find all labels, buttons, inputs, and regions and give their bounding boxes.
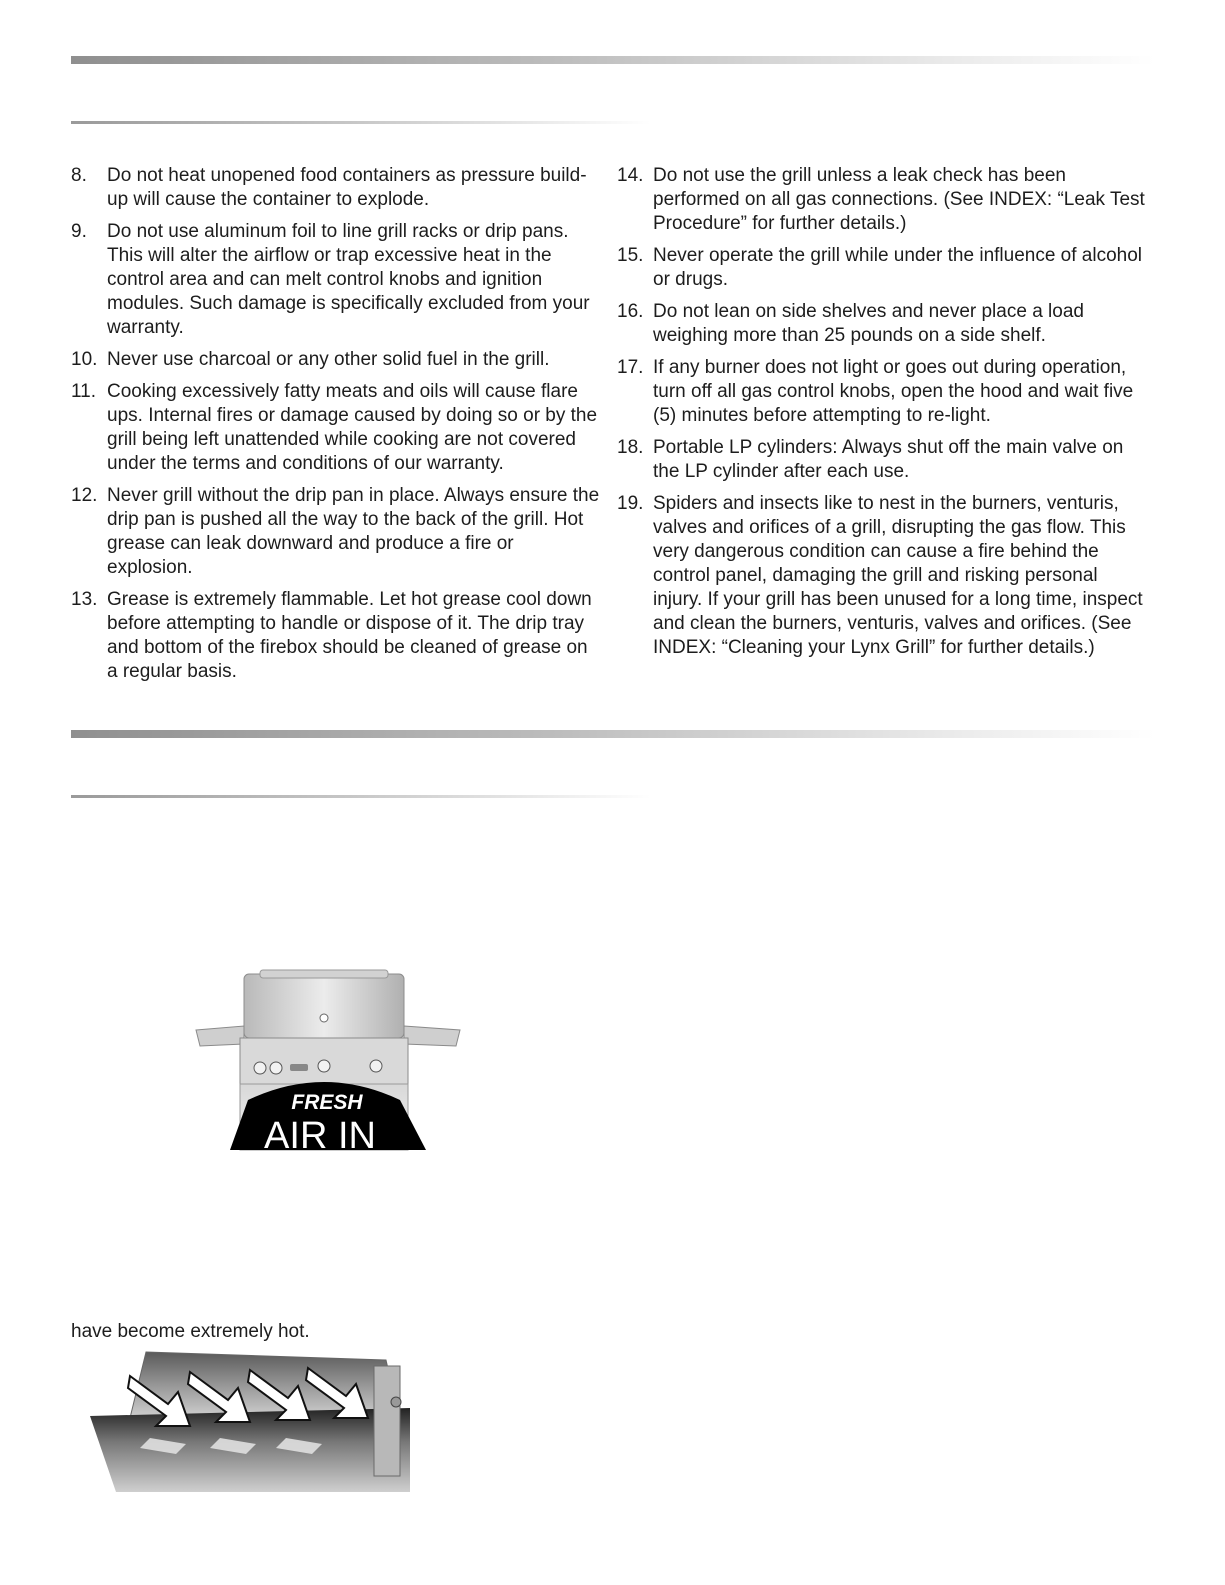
safety-item bbox=[617, 356, 1147, 428]
item-text: If any burner does not light or goes out during operation, turn off all gas control knobs, open the hood and wait five (5) minutes before attempting to re-light. bbox=[653, 357, 1134, 426]
safety-item bbox=[617, 436, 1147, 484]
item-text: Never use charcoal or any other solid fuel in the grill. bbox=[107, 349, 550, 370]
item-text: Never operate the grill while under the influence of alcohol or drugs. bbox=[653, 245, 1143, 290]
safety-item bbox=[71, 588, 601, 684]
item-number: 17. bbox=[617, 357, 644, 378]
item-number: 13. bbox=[71, 589, 98, 610]
item-number: 18. bbox=[617, 437, 644, 458]
item-number: 12. bbox=[71, 485, 98, 506]
item-text: Grease is extremely flammable. Let hot grease cool down before attempting to handle or dispose of it. The drip tray and bottom of the firebox should be cleaned of grease on a regular basis. bbox=[107, 589, 592, 682]
safety-item bbox=[617, 164, 1147, 236]
section-subrule-middle bbox=[71, 795, 651, 798]
item-text: Never grill without the drip pan in place. Always ensure the drip pan is pushed all the way to the back of the grill. Hot grease can leak downward and produce a fire or explosion. bbox=[107, 485, 600, 578]
item-number: 11. bbox=[71, 381, 97, 402]
safety-list-right bbox=[617, 164, 1147, 668]
safety-item bbox=[71, 220, 601, 340]
item-number: 10. bbox=[71, 349, 98, 370]
section-subrule-top bbox=[71, 121, 651, 124]
fresh-air-label-line2: AIR IN bbox=[264, 1115, 376, 1157]
item-text: Do not heat unopened food containers as pressure build-up will cause the container to explode. bbox=[107, 165, 587, 210]
safety-item bbox=[617, 300, 1147, 348]
safety-item bbox=[71, 164, 601, 212]
item-text: Do not lean on side shelves and never place a load weighing more than 25 pounds on a side shelf. bbox=[653, 301, 1084, 346]
item-text: Cooking excessively fatty meats and oils will cause flare ups. Internal fires or damage caused by doing so or by the grill being left unattended while cooking are not covered under the terms and conditions of our warranty. bbox=[107, 381, 598, 474]
item-number: 14. bbox=[617, 165, 644, 186]
safety-item bbox=[71, 380, 601, 476]
safety-item bbox=[71, 348, 601, 372]
item-text: Do not use the grill unless a leak check has been performed on all gas connections. (See INDEX: “Leak Test Procedure” for further details.) bbox=[653, 165, 1145, 234]
section-rule-top bbox=[71, 56, 1155, 64]
item-text: Portable LP cylinders: Always shut off the main valve on the LP cylinder after each use. bbox=[653, 437, 1124, 482]
item-number: 16. bbox=[617, 301, 644, 322]
item-number: 19. bbox=[617, 493, 644, 514]
section-rule-middle bbox=[71, 730, 1155, 738]
fresh-air-label-line1: FRESH bbox=[291, 1091, 363, 1114]
safety-item bbox=[617, 244, 1147, 292]
item-number: 8. bbox=[71, 165, 87, 186]
trailing-text: have become extremely hot. bbox=[71, 1321, 310, 1342]
safety-item bbox=[617, 492, 1147, 660]
safety-list-left bbox=[71, 164, 601, 692]
item-number: 15. bbox=[617, 245, 644, 266]
item-text: Spiders and insects like to nest in the burners, venturis, valves and orifices of a grill, disrupting the gas flow. This very dangerous condition can cause a fire behind the control panel, damaging the grill and risking personal injury. If your grill has been unused for a long time, inspect and clean the burners, venturis, valves and orifices. (See INDEX: “Cleaning your Lynx Grill” for further details.) bbox=[653, 493, 1143, 658]
grill-front-illustration bbox=[190, 968, 510, 1178]
item-number: 9. bbox=[71, 221, 87, 242]
grill-hood-airflow-illustration bbox=[90, 1346, 430, 1496]
safety-item bbox=[71, 484, 601, 580]
item-text: Do not use aluminum foil to line grill racks or drip pans. This will alter the airflow or trap excessive heat in the control area and can melt control knobs and ignition modules. Such damage is specifically excluded from your warranty. bbox=[107, 221, 590, 338]
